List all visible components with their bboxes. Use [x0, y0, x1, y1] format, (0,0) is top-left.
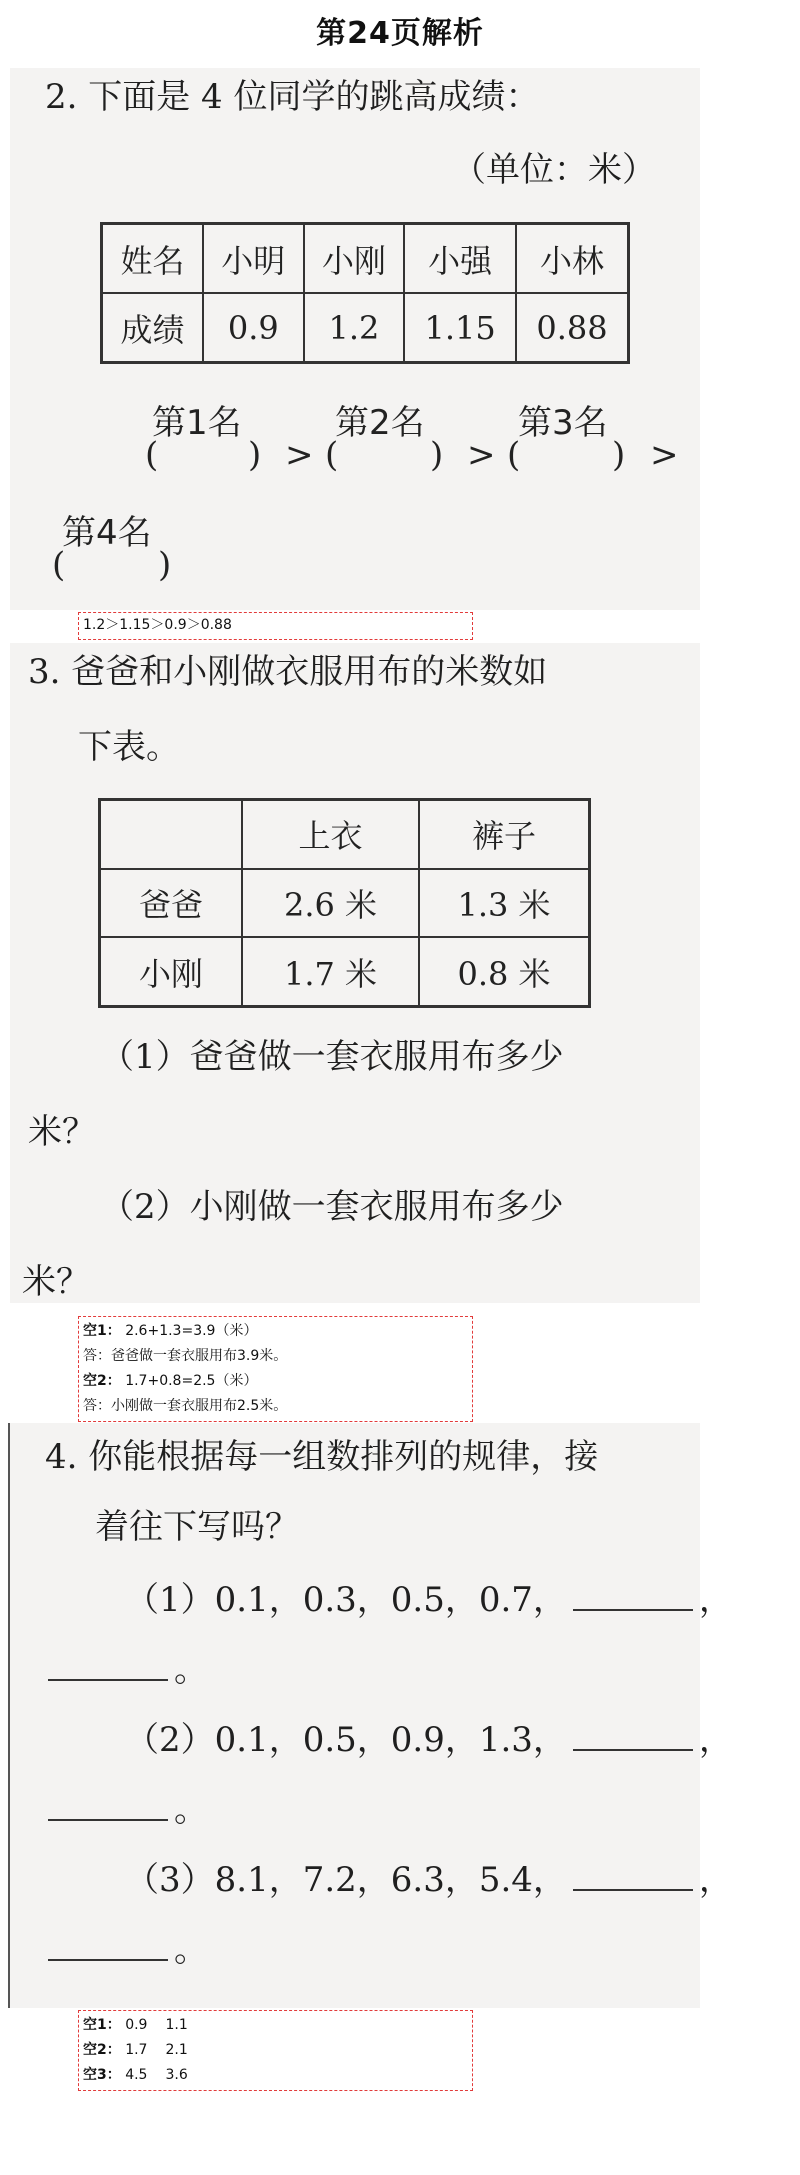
question-3-prompt-line1: 3. 爸爸和小刚做衣服用布的米数如 [28, 652, 548, 692]
greater-than-sign: > [285, 435, 314, 475]
greater-than-sign: > [467, 435, 496, 475]
answer-value: 1.7 [125, 2042, 148, 2058]
answer-value: 4.5 [125, 2067, 148, 2083]
answer-line [79, 2038, 472, 2063]
sequence-comma: ， [698, 1580, 733, 1620]
table-cell: 小明 [203, 224, 304, 294]
question-3-answer-box [78, 1316, 473, 1422]
blank-label: 空2： [83, 2042, 121, 2058]
table-row [100, 800, 590, 869]
cloth-usage-table [98, 798, 591, 1008]
question-3-prompt-line2: 下表。 [78, 727, 180, 767]
blank-label: 空3： [83, 2067, 121, 2083]
sequence-3-next [48, 1928, 208, 1972]
table-cell: 上衣 [242, 800, 419, 869]
answer-text: 答：小刚做一套衣服用布2.5米。 [83, 1398, 288, 1414]
sequence-period: 。 [174, 1790, 208, 1830]
sequence-2-next [48, 1788, 208, 1832]
question-3-sub1-line1: （1）爸爸做一套衣服用布多少 [100, 1037, 564, 1077]
rank-3-close-paren: ) [612, 435, 626, 475]
sequence-text: （3）8.1，7.2，6.3，5.4， [125, 1860, 567, 1900]
question-4-prompt-line2: 着往下写吗？ [95, 1507, 299, 1547]
answer-text: 1.7+0.8=2.5（米） [125, 1373, 258, 1389]
question-2-answer-box [78, 612, 473, 640]
rank-4-open-paren: ( [52, 545, 66, 585]
answer-value: 3.6 [165, 2067, 188, 2083]
answer-value: 0.9 [125, 2017, 148, 2033]
sequence-2 [125, 1718, 733, 1762]
sequence-3 [125, 1858, 733, 1902]
table-cell: 0.9 [203, 293, 304, 363]
table-cell: 小强 [404, 224, 516, 294]
page-title: 第24页解析 [316, 16, 484, 51]
sequence-1-next [48, 1648, 208, 1692]
fill-blank[interactable] [573, 1579, 693, 1611]
answer-text: 答：爸爸做一套衣服用布3.9米。 [83, 1348, 288, 1364]
sequence-comma: ， [698, 1720, 733, 1760]
scan-edge-line [8, 1423, 10, 2008]
question-3-sub2-line1: （2）小刚做一套衣服用布多少 [100, 1187, 564, 1227]
table-cell: 1.2 [304, 293, 405, 363]
answer-line [79, 1394, 472, 1419]
sequence-period: 。 [174, 1930, 208, 1970]
answer-line [79, 1319, 472, 1344]
table-row [102, 224, 629, 294]
table-cell: 裤子 [419, 800, 590, 869]
table-row [100, 937, 590, 1006]
answer-text: 1.2＞1.15＞0.9＞0.88 [83, 617, 232, 633]
table-cell: 0.88 [516, 293, 629, 363]
answer-value: 2.1 [165, 2042, 188, 2058]
blank-label: 空2： [83, 1373, 121, 1389]
question-4-answer-box [78, 2010, 473, 2091]
answer-line [79, 1369, 472, 1394]
rank-1-close-paren: ) [248, 435, 262, 475]
rank-2-open-paren: ( [325, 435, 339, 475]
table-cell: 爸爸 [100, 869, 243, 938]
fill-blank[interactable] [48, 1929, 168, 1961]
table-cell: 姓名 [102, 224, 203, 294]
table-row [102, 293, 629, 363]
answer-value: 1.1 [165, 2017, 188, 2033]
rank-1-label: 第1名 [152, 403, 242, 443]
rank-3-label: 第3名 [518, 403, 608, 443]
table-cell: 0.8 米 [419, 937, 590, 1006]
fill-blank[interactable] [573, 1859, 693, 1891]
table-cell: 1.15 [404, 293, 516, 363]
blank-label: 空1： [83, 2017, 121, 2033]
sequence-1 [125, 1578, 733, 1622]
jump-score-table [100, 222, 630, 364]
table-cell: 小林 [516, 224, 629, 294]
table-cell: 成绩 [102, 293, 203, 363]
sequence-comma: ， [698, 1860, 733, 1900]
sequence-period: 。 [174, 1650, 208, 1690]
rank-4-label: 第4名 [62, 513, 152, 553]
rank-4-close-paren: ) [158, 545, 172, 585]
fill-blank[interactable] [48, 1789, 168, 1821]
answer-text: 2.6+1.3=3.9（米） [125, 1323, 258, 1339]
question-3-sub2-line2: 米？ [22, 1262, 90, 1302]
answer-line [79, 2013, 472, 2038]
question-2-prompt: 2. 下面是 4 位同学的跳高成绩： [45, 77, 540, 117]
table-cell: 小刚 [100, 937, 243, 1006]
greater-than-sign: > [650, 435, 679, 475]
rank-2-close-paren: ) [430, 435, 444, 475]
sequence-text: （2）0.1，0.5，0.9，1.3， [125, 1720, 567, 1760]
answer-line [79, 1344, 472, 1369]
blank-label: 空1： [83, 1323, 121, 1339]
rank-3-open-paren: ( [507, 435, 521, 475]
table-cell: 2.6 米 [242, 869, 419, 938]
answer-line [79, 2063, 472, 2088]
rank-1-open-paren: ( [145, 435, 159, 475]
rank-2-label: 第2名 [335, 403, 425, 443]
table-cell: 1.7 米 [242, 937, 419, 1006]
table-cell [100, 800, 243, 869]
fill-blank[interactable] [573, 1719, 693, 1751]
fill-blank[interactable] [48, 1649, 168, 1681]
table-cell: 小刚 [304, 224, 405, 294]
question-4-prompt-line1: 4. 你能根据每一组数排列的规律，接 [45, 1437, 599, 1477]
question-3-sub1-line2: 米？ [28, 1112, 96, 1152]
question-2-unit: （单位：米） [452, 150, 656, 190]
sequence-text: （1）0.1，0.3，0.5，0.7， [125, 1580, 567, 1620]
table-cell: 1.3 米 [419, 869, 590, 938]
table-row [100, 869, 590, 938]
